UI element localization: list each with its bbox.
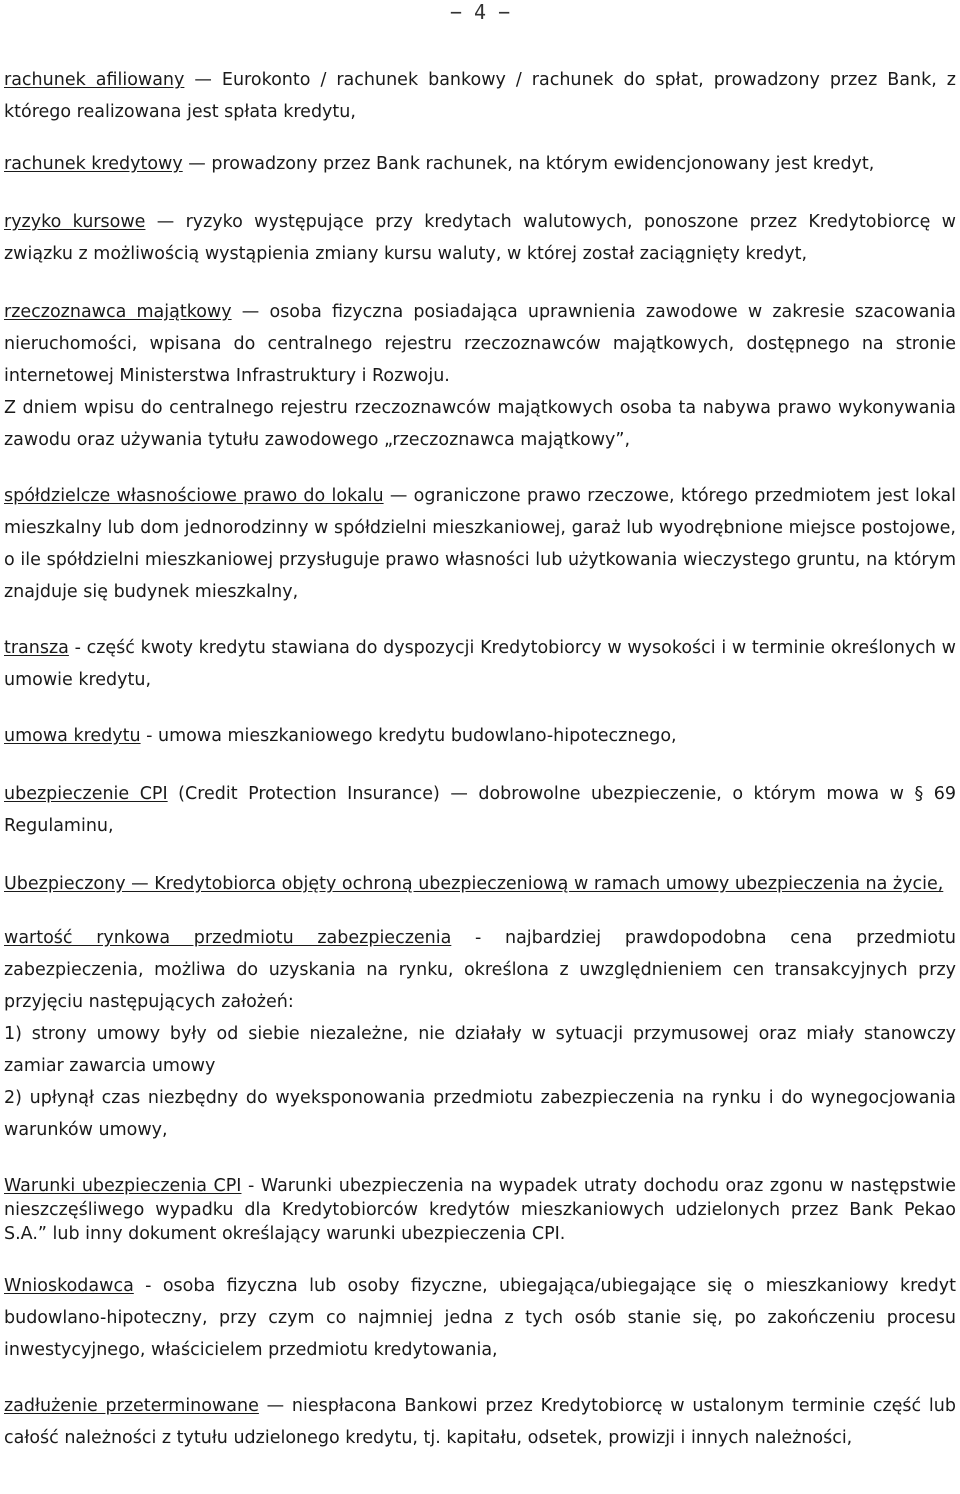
definition-term: wartość rynkowa przedmiotu zabezpieczenia — [4, 928, 452, 948]
definition-separator: - — [68, 638, 87, 658]
definition-warunki-ubezpieczenia — [4, 1170, 956, 1246]
definition-rzeczoznawca-note — [4, 392, 956, 456]
definition-term: Warunki ubezpieczenia CPI — [4, 1176, 242, 1196]
definition-text: umowa mieszkaniowego kredytu budowlano-hipotecznego, — [158, 726, 677, 746]
definition-rachunek-kredytowy — [4, 148, 956, 180]
definition-text: część kwoty kredytu stawiana do dyspozycji Kredytobiorcy w wysokości i w terminie określonych w umowie kredytu, — [4, 638, 956, 690]
definition-term: umowa kredytu — [4, 726, 141, 746]
definition-wartosc-rynkowa — [4, 922, 956, 1018]
definition-separator: — — [182, 154, 212, 174]
definition-rzeczoznawca-majatkowy — [4, 296, 956, 392]
list-item — [4, 1018, 956, 1082]
definition-transza — [4, 632, 956, 696]
definition-ubezpieczony — [4, 868, 956, 896]
definition-separator: — — [231, 302, 270, 322]
definition-text: prowadzony przez Bank rachunek, na którym ewidencjonowany jest kredyt, — [211, 154, 875, 174]
definition-term: Wnioskodawca — [4, 1276, 134, 1296]
definition-spoldzielcze-prawo — [4, 480, 956, 608]
definition-separator: - — [140, 726, 159, 746]
definition-separator: - — [133, 1276, 163, 1296]
definition-term: ryzyko kursowe — [4, 212, 146, 232]
list-item-text: 2) upłynął czas niezbędny do wyeksponowania przedmiotu zabezpieczenia na rynku i do wynegocjowania warunków umowy, — [4, 1088, 956, 1140]
definition-text: osoba fizyczna posiadająca uprawnienia zawodowe w zakresie szacowania nieruchomości, wpisana do centralnego rejestru rzeczoznawców majątkowych, dostępnego na stronie internetowej Ministerstwa Infrastruktury i Rozwoju. — [4, 302, 956, 386]
definition-ryzyko-kursowe — [4, 206, 956, 270]
definition-separator: — — [383, 486, 414, 506]
definition-term: transza — [4, 638, 69, 658]
definition-term: rachunek afiliowany — [4, 70, 185, 90]
definition-note-text: Z dniem wpisu do centralnego rejestru rzeczoznawców majątkowych osoba ta nabywa prawo wykonywania zawodu oraz używania tytułu zawodowego „rzeczoznawca majątkowy”, — [4, 398, 956, 450]
definition-term: spółdzielcze własnościowe prawo do lokalu — [4, 486, 384, 506]
definition-text: ryzyko występujące przy kredytach walutowych, ponoszone przez Kredytobiorcę w związku z możliwością wystąpienia zmiany kursu waluty, w której został zaciągnięty kredyt, — [4, 212, 956, 264]
list-item-text: 1) strony umowy były od siebie niezależne, nie działały w sytuacji przymusowej oraz miały stanowczy zamiar zawarcia umowy — [4, 1024, 956, 1076]
definition-separator: — — [145, 212, 186, 232]
definition-text: (Credit Protection Insurance) — dobrowolne ubezpieczenie, o którym mowa w § 69 Regulaminu, — [4, 784, 956, 836]
definition-separator: — — [258, 1396, 292, 1416]
definition-text: ograniczone prawo rzeczowe, którego przedmiotem jest lokal mieszkalny lub dom jednorodzinny w spółdzielni mieszkaniowej, garaż lub wyodrębnione miejsce postojowe, o ile spółdzielni mieszkaniowej przysługuje prawo własności lub użytkowania wieczystego gruntu, na którym znajduje się budynek mieszkalny, — [4, 486, 957, 602]
definition-text: Eurokonto / rachunek bankowy / rachunek do spłat, prowadzony przez Bank, z którego realizowana jest spłata kredytu, — [4, 70, 956, 122]
definition-zadluzenie-przeterminowane — [4, 1390, 956, 1454]
definition-term: rzeczoznawca majątkowy — [4, 302, 232, 322]
page-number: − 4 − — [449, 0, 511, 24]
definition-text: osoba fizyczna lub osoby fizyczne, ubiegająca/ubiegające się o mieszkaniowy kredyt budowlano-hipoteczny, przy czym co najmniej jedna z tych osób stanie się, po zakończeniu procesu inwestycyjnego, właścicielem przedmiotu kredytowania, — [4, 1276, 956, 1360]
definition-wnioskodawca — [4, 1270, 956, 1366]
definition-term: ubezpieczenie CPI — [4, 784, 168, 804]
definition-separator — [168, 784, 179, 804]
definition-term: zadłużenie przeterminowane — [4, 1396, 259, 1416]
definition-term: rachunek kredytowy — [4, 154, 183, 174]
definition-text: najbardziej prawdopodobna cena przedmiotu zabezpieczenia, możliwa do uzyskania na rynku, określona z uwzględnieniem cen transakcyjnych przy przyjęciu następujących założeń: — [4, 928, 957, 1012]
definition-rachunek-afiliowany — [4, 64, 956, 128]
definition-text: Warunki ubezpieczenia na wypadek utraty dochodu oraz zgonu w następstwie nieszczęśliwego wypadku dla Kredytobiorców kredytów mieszkaniowych udzielonych przez Bank Pekao S.A.” lub inny dokument określający warunki ubezpieczenia CPI. — [4, 1176, 957, 1244]
definition-separator: — — [184, 70, 222, 90]
definitions-list — [4, 64, 956, 1454]
definition-ubezpieczenie-cpi — [4, 778, 956, 842]
definition-separator: - — [241, 1176, 261, 1196]
list-item — [4, 1082, 956, 1146]
definition-text: niespłacona Bankowi przez Kredytobiorcę w ustalonym terminie część lub całość należności z tytułu udzielonego kredytu, tj. kapitału, odsetek, prowizji i innych należności, — [4, 1396, 956, 1448]
definition-umowa-kredytu — [4, 720, 956, 752]
definition-term: Ubezpieczony — Kredytobiorca objęty ochroną ubezpieczeniową w ramach umowy ubezpieczenia na życie, — [4, 874, 944, 894]
definition-separator: - — [451, 928, 505, 948]
